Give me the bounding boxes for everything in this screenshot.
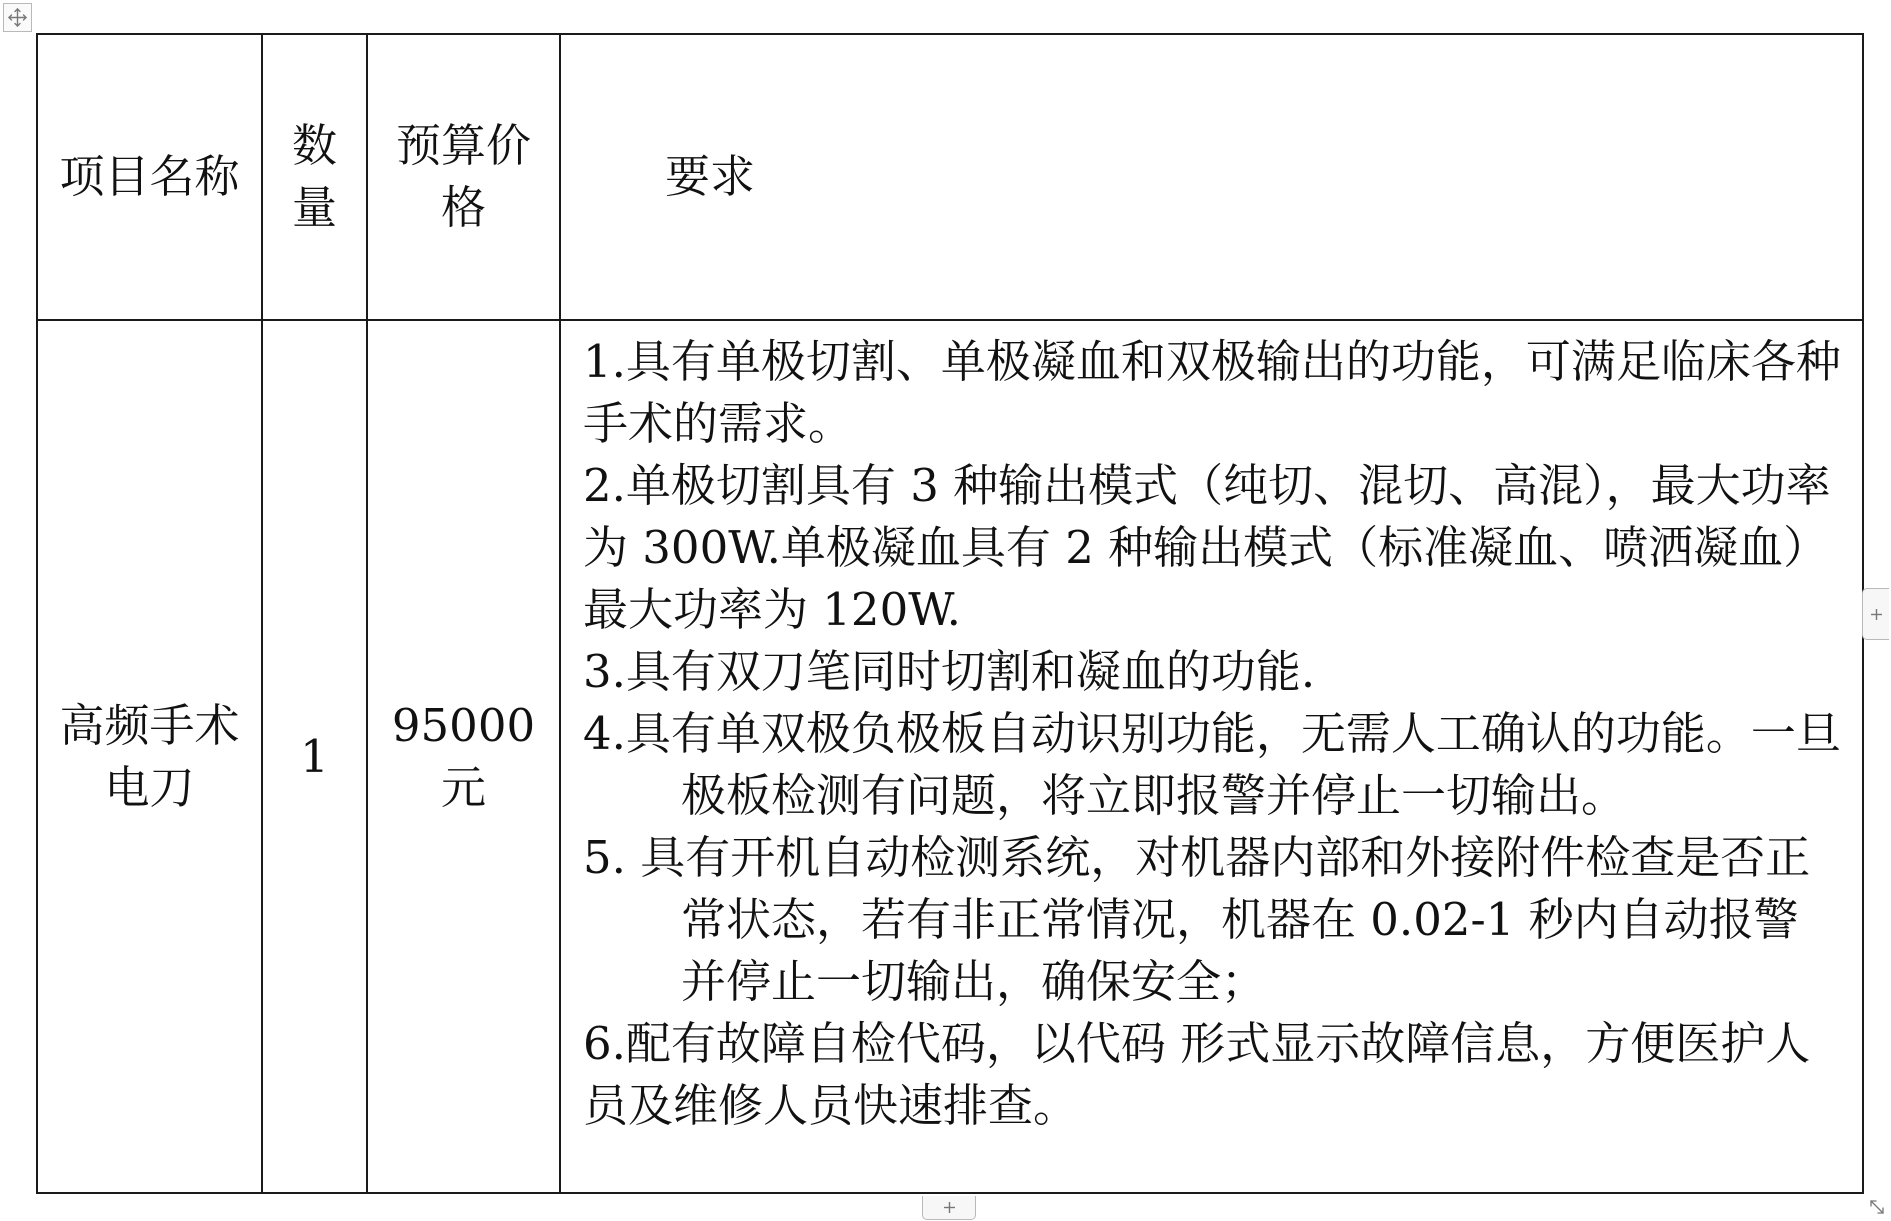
requirement-item: 5. 具有开机自动检测系统，对机器内部和外接附件检查是否正常状态，若有非正常情况，机器在 0.02-1 秒内自动报警并停止一切输出，确保安全； [583,831,1811,1008]
procurement-spec-table [36,33,1864,1194]
requirement-item: 4.具有单双极负极板自动识别功能，无需人工确认的功能。一旦极板检测有问题，将立即报警并停止一切输出。 [583,707,1841,822]
requirement-item: 2.单极切割具有 3 种输出模式（纯切、混切、高混），最大功率为 300W.单极凝血具有 2 种输出模式（标准凝血、喷洒凝血）最大功率为 120W. [583,459,1831,636]
cell-item-name: 高频手术电刀 [37,320,262,1193]
table-header-row [37,34,1863,320]
header-quantity: 数量 [262,34,367,320]
requirement-item: 6.配有故障自检代码，以代码 形式显示故障信息，方便医护人员及维修人员快速排查。 [583,1017,1811,1132]
requirement-item: 3.具有双刀笔同时切割和凝血的功能. [583,645,1316,698]
header-budget-price: 预算价格 [367,34,560,320]
add-column-button[interactable] [1862,588,1889,640]
table-resize-handle[interactable] [1866,1196,1888,1218]
table-row [37,320,1863,1193]
diagonal-resize-icon [1868,1198,1886,1216]
table-move-handle[interactable] [3,3,32,32]
requirement-item: 1.具有单极切割、单极凝血和双极输出的功能，可满足临床各种手术的需求。 [583,335,1841,450]
header-requirements: 要求 [560,34,1863,320]
add-row-button[interactable] [922,1196,976,1220]
plus-icon [943,1201,956,1214]
cell-quantity: 1 [262,320,367,1193]
plus-icon [1870,608,1883,621]
cell-budget-price: 95000元 [367,320,560,1193]
move-arrows-icon [7,7,28,28]
cell-requirements [560,320,1863,1193]
header-item-name: 项目名称 [37,34,262,320]
